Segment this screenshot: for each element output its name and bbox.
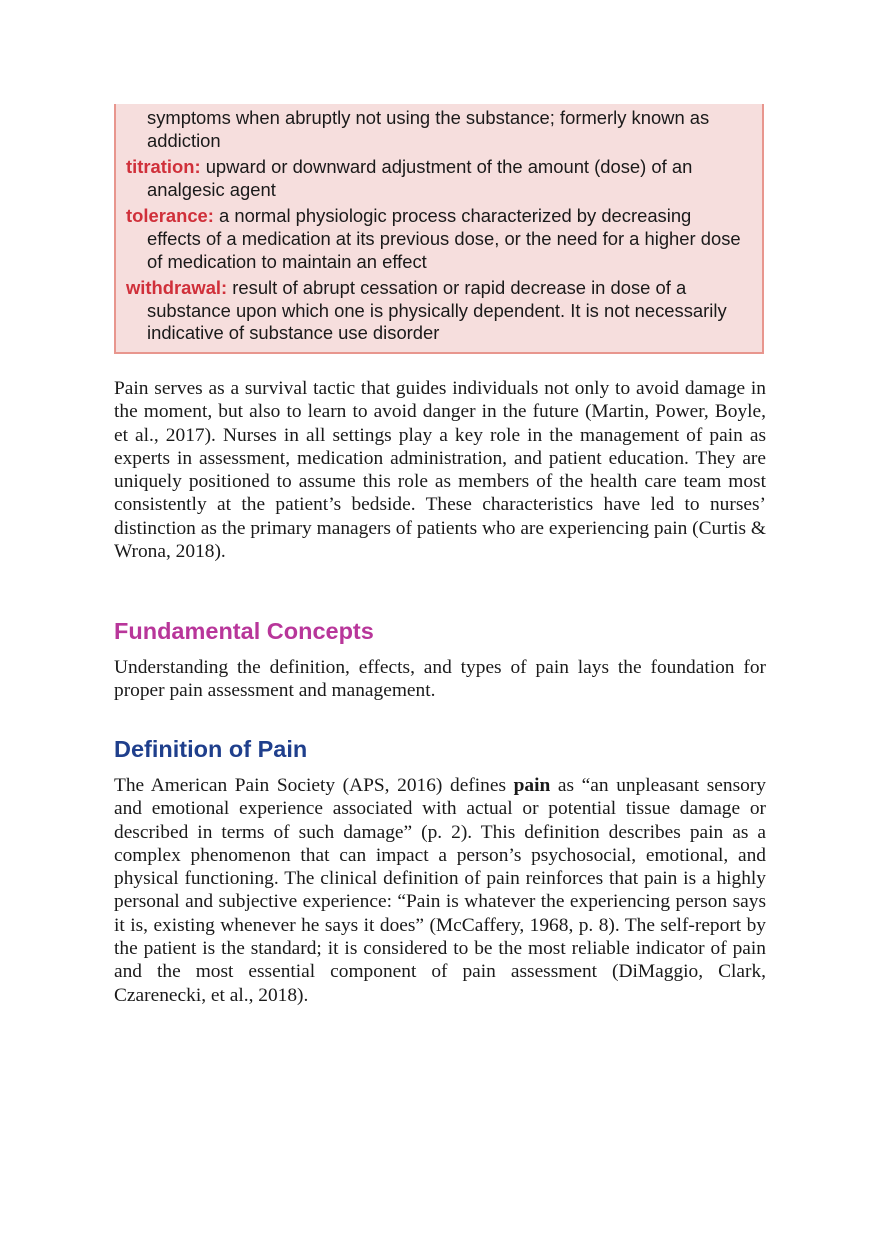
glossary-definition: result of abrupt cessation or rapid decrease in dose of a substance upon which one is physically dependent. It is not necessarily indicative of substance use disorder: [147, 277, 727, 344]
glossary-continuation-text: symptoms when abruptly not using the substance; formerly known as addiction: [147, 107, 710, 151]
defined-term-pain: pain: [513, 775, 551, 796]
definition-text-before-term: The American Pain Society (APS, 2016) defines: [114, 775, 514, 796]
glossary-term: withdrawal:: [126, 277, 228, 299]
glossary-term: tolerance:: [126, 205, 214, 227]
intro-paragraph: Pain serves as a survival tactic that guides individuals not only to avoid damage in the moment, but also to learn to avoid danger in the future (Martin, Power, Boyle, et al., 2017). Nurses in all settings play a key role in the management of pain as experts in assessment, medication administration, and patient education. They are uniquely positioned to assume this role as members of the health care team most consistently at the patient’s bedside. These characteristics have led to nurses’ distinction as the primary managers of patients who are experiencing pain (Curtis & Wrona, 2018).: [114, 378, 766, 563]
glossary-entry-withdrawal: [126, 277, 744, 345]
definition-text-after-term: as “an unpleasant sensory and emotional experience associated with actual or potential tissue damage or described in terms of such damage” (p. 2). This definition describes pain as a complex phenomenon that can impact a person’s psychosocial, emotional, and physical functioning. The clinical definition of pain reinforces that pain is a highly personal and subjective experience: “Pain is whatever the experiencing person says it is, existing whenever he says it does” (McCaffery, 1968, p. 8). The self-report by the patient is the standard; it is considered to be the most reliable indicator of pain and the most essential component of pain assessment (DiMaggio, Clark, Czarenecki, et al., 2018).: [114, 775, 766, 1006]
section-heading-definition-of-pain: Definition of Pain: [114, 736, 308, 762]
glossary-entry-titration: [126, 156, 744, 201]
definition-of-pain-paragraph: [114, 774, 766, 1007]
glossary-entry-tolerance: [126, 205, 744, 273]
section-heading-fundamental-concepts: Fundamental Concepts: [114, 618, 374, 644]
glossary-definition: upward or downward adjustment of the amount (dose) of an analgesic agent: [147, 156, 693, 200]
glossary-box: [114, 104, 764, 354]
fundamental-concepts-paragraph: Understanding the definition, effects, and types of pain lays the foundation for proper pain assessment and management.: [114, 657, 766, 702]
glossary-definition: a normal physiologic process characterized by decreasing effects of a medication at its previous dose, or the need for a higher dose of medication to maintain an effect: [147, 205, 741, 272]
glossary-term: titration:: [126, 156, 201, 178]
